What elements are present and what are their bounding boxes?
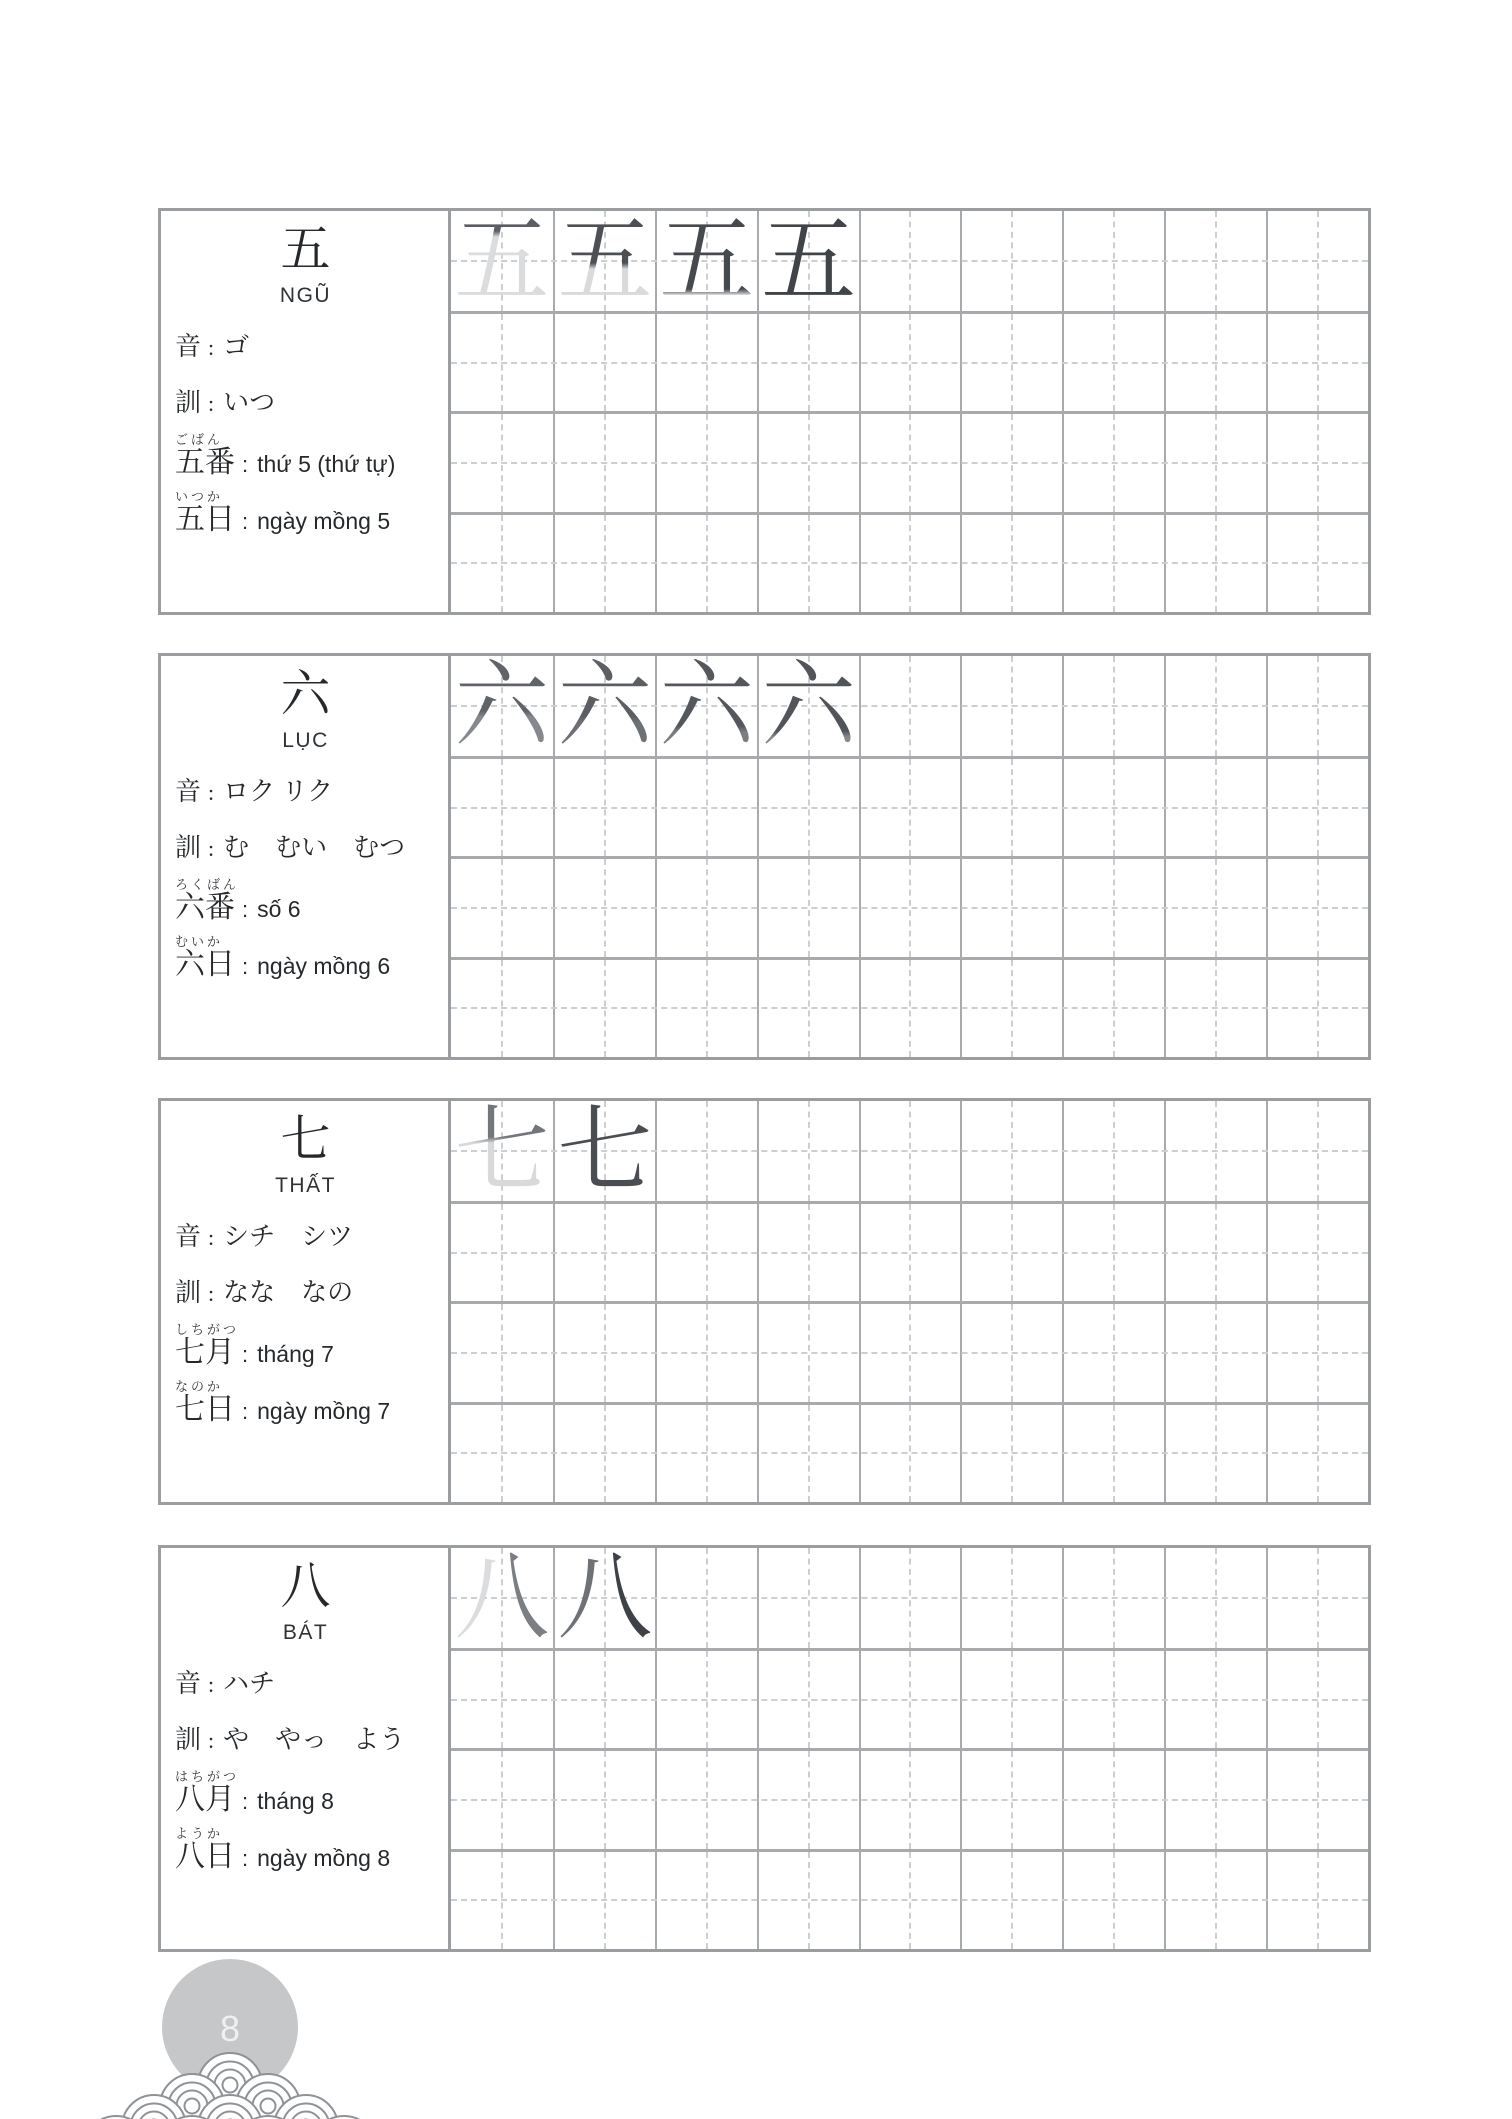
practice-row — [451, 856, 1368, 956]
practice-cell — [960, 414, 1062, 511]
practice-cell — [1266, 759, 1368, 856]
demo-kanji: 六 — [454, 653, 550, 759]
practice-cell — [859, 515, 961, 612]
practice-cell — [960, 960, 1062, 1057]
on-reading-line — [175, 333, 436, 362]
example-meaning: số 6 — [257, 896, 301, 922]
demo-kanji: 五 — [454, 208, 550, 314]
practice-cell — [859, 1651, 961, 1748]
practice-grid — [451, 1098, 1368, 1502]
furigana: むいか — [175, 934, 224, 949]
furigana: しちがつ — [175, 1322, 240, 1337]
practice-cell — [655, 1651, 757, 1748]
kanji-info-panel — [161, 656, 451, 1057]
practice-cell — [757, 515, 859, 612]
practice-cell — [757, 414, 859, 511]
colon: : — [242, 897, 249, 922]
kanji-character: 五 — [280, 221, 331, 277]
example-meaning: ngày mồng 5 — [257, 508, 391, 534]
furigana: ようか — [175, 1826, 224, 1841]
practice-cell — [1062, 1751, 1164, 1848]
practice-cell — [859, 1101, 961, 1201]
practice-cell — [655, 1405, 757, 1502]
practice-cell — [655, 208, 757, 314]
practice-cell — [757, 1651, 859, 1748]
practice-cell — [1266, 1204, 1368, 1301]
practice-cell — [553, 414, 655, 511]
practice-cell — [655, 759, 757, 856]
demo-kanji: 六 — [659, 653, 755, 759]
practice-cell — [859, 1405, 961, 1502]
example-kanji-word: 七月 — [175, 1336, 235, 1369]
on-value: ロク リク — [223, 777, 334, 806]
practice-cell — [757, 1548, 859, 1648]
practice-cell — [1164, 1405, 1266, 1502]
practice-row — [451, 1301, 1368, 1401]
practice-cell — [960, 211, 1062, 311]
colon: : — [242, 1342, 249, 1367]
practice-cell — [859, 1852, 961, 1949]
practice-cell — [553, 960, 655, 1057]
practice-cell — [655, 1101, 757, 1201]
practice-cell — [757, 314, 859, 411]
example-word — [175, 1380, 436, 1426]
practice-cell — [553, 1204, 655, 1301]
demo-kanji: 五 — [659, 208, 755, 314]
practice-cell — [1062, 1548, 1164, 1648]
example-meaning: thứ 5 (thứ tự) — [257, 451, 396, 477]
practice-row — [451, 1648, 1368, 1748]
practice-cell — [859, 1204, 961, 1301]
practice-cell — [960, 859, 1062, 956]
colon: : — [208, 780, 215, 805]
practice-cell — [1062, 1852, 1164, 1949]
practice-cell — [451, 1204, 553, 1301]
kanji-section-shichi — [158, 1098, 1371, 1505]
example-word — [175, 878, 436, 924]
practice-cell — [960, 1651, 1062, 1748]
sino-vietnamese-reading: BÁT — [282, 1621, 329, 1644]
practice-cell — [451, 859, 553, 956]
practice-cell — [1266, 414, 1368, 511]
on-label: 音 — [175, 1669, 202, 1698]
practice-cell — [1164, 414, 1266, 511]
kanji-section-roku — [158, 653, 1371, 1060]
practice-cell — [1164, 759, 1266, 856]
practice-cell — [757, 1101, 859, 1201]
practice-cell — [1266, 1548, 1368, 1648]
practice-cell — [757, 1304, 859, 1401]
example-word — [175, 1827, 436, 1873]
practice-row — [451, 653, 1368, 759]
kanji-info-panel — [161, 1548, 451, 1949]
practice-cell — [960, 515, 1062, 612]
example-word — [175, 1323, 436, 1369]
practice-row — [451, 1545, 1368, 1651]
example-word — [175, 433, 436, 479]
practice-cell — [1164, 1651, 1266, 1748]
practice-cell — [1062, 1405, 1164, 1502]
example-kanji-word: 八月 — [175, 1783, 235, 1816]
kun-reading-line — [175, 1726, 436, 1755]
demo-kanji: 七 — [454, 1098, 550, 1204]
practice-cell — [960, 1548, 1062, 1648]
furigana: なのか — [175, 1379, 224, 1394]
practice-cell — [1062, 1204, 1164, 1301]
furigana: ろくばん — [175, 877, 240, 892]
practice-cell — [451, 1098, 553, 1204]
demo-kanji: 六 — [557, 653, 653, 759]
kanji-header — [175, 217, 436, 308]
sino-vietnamese-reading: NGŨ — [279, 284, 332, 307]
practice-cell — [451, 314, 553, 411]
practice-cell — [1266, 1751, 1368, 1848]
sino-vietnamese-reading: THẤT — [275, 1174, 336, 1197]
practice-cell — [757, 960, 859, 1057]
practice-row — [451, 208, 1368, 314]
practice-cell — [655, 515, 757, 612]
demo-kanji: 八 — [454, 1545, 550, 1651]
colon: : — [208, 836, 215, 861]
practice-row — [451, 1849, 1368, 1949]
practice-cell — [1266, 1651, 1368, 1748]
practice-cell — [1266, 515, 1368, 612]
practice-cell — [451, 1545, 553, 1651]
practice-cell — [1266, 1101, 1368, 1201]
practice-cell — [1164, 211, 1266, 311]
practice-cell — [451, 208, 553, 314]
practice-cell — [655, 1548, 757, 1648]
kanji-character: 六 — [280, 666, 331, 722]
practice-cell — [553, 1405, 655, 1502]
practice-cell — [553, 1751, 655, 1848]
practice-cell — [859, 960, 961, 1057]
practice-cell — [1164, 960, 1266, 1057]
practice-cell — [960, 1101, 1062, 1201]
practice-cell — [655, 859, 757, 956]
practice-cell — [553, 859, 655, 956]
practice-cell — [553, 314, 655, 411]
practice-cell — [1062, 414, 1164, 511]
practice-cell — [859, 1548, 961, 1648]
practice-cell — [1062, 1304, 1164, 1401]
practice-cell — [655, 960, 757, 1057]
furigana: いつか — [175, 489, 224, 504]
practice-cell — [960, 759, 1062, 856]
practice-cell — [451, 1751, 553, 1848]
kun-label: 訓 — [175, 1278, 202, 1307]
kun-value: なな なの — [223, 1278, 354, 1307]
practice-cell — [757, 859, 859, 956]
practice-row — [451, 311, 1368, 411]
practice-cell — [1164, 515, 1266, 612]
practice-cell — [451, 515, 553, 612]
practice-cell — [655, 314, 757, 411]
on-label: 音 — [175, 777, 202, 806]
practice-cell — [1164, 1304, 1266, 1401]
colon: : — [242, 1399, 249, 1424]
practice-cell — [1062, 1101, 1164, 1201]
practice-row — [451, 1748, 1368, 1848]
kanji-header — [175, 1107, 436, 1198]
practice-grid — [451, 208, 1368, 612]
practice-cell — [655, 1304, 757, 1401]
practice-cell — [1164, 1852, 1266, 1949]
practice-cell — [1266, 1852, 1368, 1949]
example-word — [175, 935, 436, 981]
kanji-info-panel — [161, 1101, 451, 1502]
on-value: シチ シツ — [223, 1222, 354, 1251]
demo-kanji: 六 — [761, 653, 857, 759]
practice-cell — [655, 1852, 757, 1949]
practice-grid — [451, 653, 1368, 1057]
practice-cell — [1164, 859, 1266, 956]
practice-cell — [960, 1751, 1062, 1848]
practice-cell — [859, 314, 961, 411]
kun-value: や やっ よう — [223, 1725, 406, 1754]
on-reading-line — [175, 1670, 436, 1699]
practice-cell — [451, 1405, 553, 1502]
practice-cell — [859, 859, 961, 956]
on-reading-line — [175, 778, 436, 807]
practice-cell — [960, 656, 1062, 756]
colon: : — [208, 1728, 215, 1753]
practice-cell — [1164, 1548, 1266, 1648]
practice-cell — [960, 1852, 1062, 1949]
colon: : — [208, 335, 215, 360]
on-value: ゴ — [223, 332, 250, 361]
practice-cell — [451, 414, 553, 511]
practice-cell — [553, 1304, 655, 1401]
practice-cell — [1164, 1204, 1266, 1301]
on-label: 音 — [175, 1222, 202, 1251]
kanji-header — [175, 662, 436, 753]
practice-cell — [451, 759, 553, 856]
practice-cell — [1164, 1101, 1266, 1201]
practice-row — [451, 411, 1368, 511]
kanji-section-hachi — [158, 1545, 1371, 1952]
practice-cell — [1164, 1751, 1266, 1848]
practice-cell — [1062, 656, 1164, 756]
kun-label: 訓 — [175, 388, 202, 417]
colon: : — [242, 509, 249, 534]
furigana: ごばん — [175, 432, 224, 447]
on-reading-line — [175, 1223, 436, 1252]
practice-row — [451, 756, 1368, 856]
kun-label: 訓 — [175, 833, 202, 862]
colon: : — [242, 452, 249, 477]
example-kanji-word: 八日 — [175, 1840, 235, 1873]
example-kanji-word: 六番 — [175, 891, 235, 924]
practice-cell — [960, 1405, 1062, 1502]
example-meaning: ngày mồng 7 — [257, 1398, 391, 1424]
demo-kanji: 八 — [557, 1545, 653, 1651]
practice-cell — [859, 1304, 961, 1401]
practice-cell — [451, 1304, 553, 1401]
practice-cell — [553, 1852, 655, 1949]
practice-cell — [451, 960, 553, 1057]
on-label: 音 — [175, 332, 202, 361]
on-value: ハチ — [223, 1669, 276, 1698]
practice-cell — [1062, 859, 1164, 956]
kanji-character: 七 — [280, 1111, 331, 1167]
practice-cell — [655, 653, 757, 759]
practice-cell — [1062, 211, 1164, 311]
kanji-info-panel — [161, 211, 451, 612]
practice-row — [451, 1402, 1368, 1502]
practice-cell — [1266, 211, 1368, 311]
practice-cell — [1062, 759, 1164, 856]
page-footer-decoration — [100, 1955, 380, 2119]
colon: : — [208, 391, 215, 416]
practice-cell — [553, 1545, 655, 1651]
example-kanji-word: 五番 — [175, 446, 235, 479]
practice-cell — [1062, 1651, 1164, 1748]
practice-row — [451, 1098, 1368, 1204]
practice-cell — [553, 1098, 655, 1204]
practice-cell — [1266, 1405, 1368, 1502]
practice-cell — [757, 1751, 859, 1848]
demo-kanji: 五 — [557, 208, 653, 314]
kanji-section-go — [158, 208, 1371, 615]
kun-reading-line — [175, 1279, 436, 1308]
practice-row — [451, 957, 1368, 1057]
practice-cell — [1266, 859, 1368, 956]
example-meaning: ngày mồng 8 — [257, 1845, 391, 1871]
colon: : — [208, 1672, 215, 1697]
practice-cell — [553, 208, 655, 314]
colon: : — [242, 1789, 249, 1814]
practice-cell — [553, 1651, 655, 1748]
kun-reading-line — [175, 834, 436, 863]
practice-cell — [757, 1204, 859, 1301]
example-kanji-word: 七日 — [175, 1393, 235, 1426]
practice-cell — [553, 759, 655, 856]
practice-cell — [1062, 960, 1164, 1057]
practice-cell — [553, 515, 655, 612]
practice-cell — [451, 1852, 553, 1949]
practice-cell — [1062, 515, 1164, 612]
example-meaning: tháng 8 — [257, 1788, 334, 1814]
wave-pattern — [100, 2053, 376, 2119]
furigana: はちがつ — [175, 1769, 240, 1784]
practice-cell — [960, 314, 1062, 411]
kun-value: む むい むつ — [223, 833, 406, 862]
colon: : — [242, 1846, 249, 1871]
kun-value: いつ — [223, 388, 276, 417]
example-kanji-word: 五日 — [175, 503, 235, 536]
colon: : — [208, 1281, 215, 1306]
practice-cell — [1164, 656, 1266, 756]
example-meaning: tháng 7 — [257, 1341, 334, 1367]
demo-kanji: 五 — [761, 208, 857, 314]
practice-cell — [1266, 314, 1368, 411]
kanji-header — [175, 1554, 436, 1645]
practice-cell — [859, 656, 961, 756]
practice-cell — [859, 211, 961, 311]
practice-cell — [960, 1304, 1062, 1401]
practice-cell — [1164, 314, 1266, 411]
practice-cell — [451, 1651, 553, 1748]
practice-cell — [655, 414, 757, 511]
example-word — [175, 1770, 436, 1816]
practice-cell — [655, 1751, 757, 1848]
practice-grid — [451, 1545, 1368, 1949]
practice-cell — [1266, 656, 1368, 756]
kun-reading-line — [175, 389, 436, 418]
example-meaning: ngày mồng 6 — [257, 953, 391, 979]
practice-cell — [451, 653, 553, 759]
practice-cell — [757, 1852, 859, 1949]
practice-cell — [655, 1204, 757, 1301]
practice-cell — [1062, 314, 1164, 411]
page-number: 8 — [219, 2008, 241, 2049]
kanji-character: 八 — [280, 1558, 331, 1614]
practice-row — [451, 512, 1368, 612]
practice-cell — [859, 1751, 961, 1848]
practice-cell — [757, 1405, 859, 1502]
practice-cell — [859, 414, 961, 511]
demo-kanji: 七 — [557, 1098, 653, 1204]
practice-cell — [960, 1204, 1062, 1301]
practice-cell — [553, 653, 655, 759]
kun-label: 訓 — [175, 1725, 202, 1754]
sino-vietnamese-reading: LỤC — [282, 729, 329, 752]
example-kanji-word: 六日 — [175, 948, 235, 981]
example-word — [175, 490, 436, 536]
practice-cell — [757, 759, 859, 856]
practice-cell — [757, 653, 859, 759]
practice-cell — [757, 208, 859, 314]
practice-cell — [1266, 960, 1368, 1057]
practice-cell — [1266, 1304, 1368, 1401]
practice-cell — [859, 759, 961, 856]
colon: : — [208, 1225, 215, 1250]
colon: : — [242, 954, 249, 979]
practice-row — [451, 1201, 1368, 1301]
